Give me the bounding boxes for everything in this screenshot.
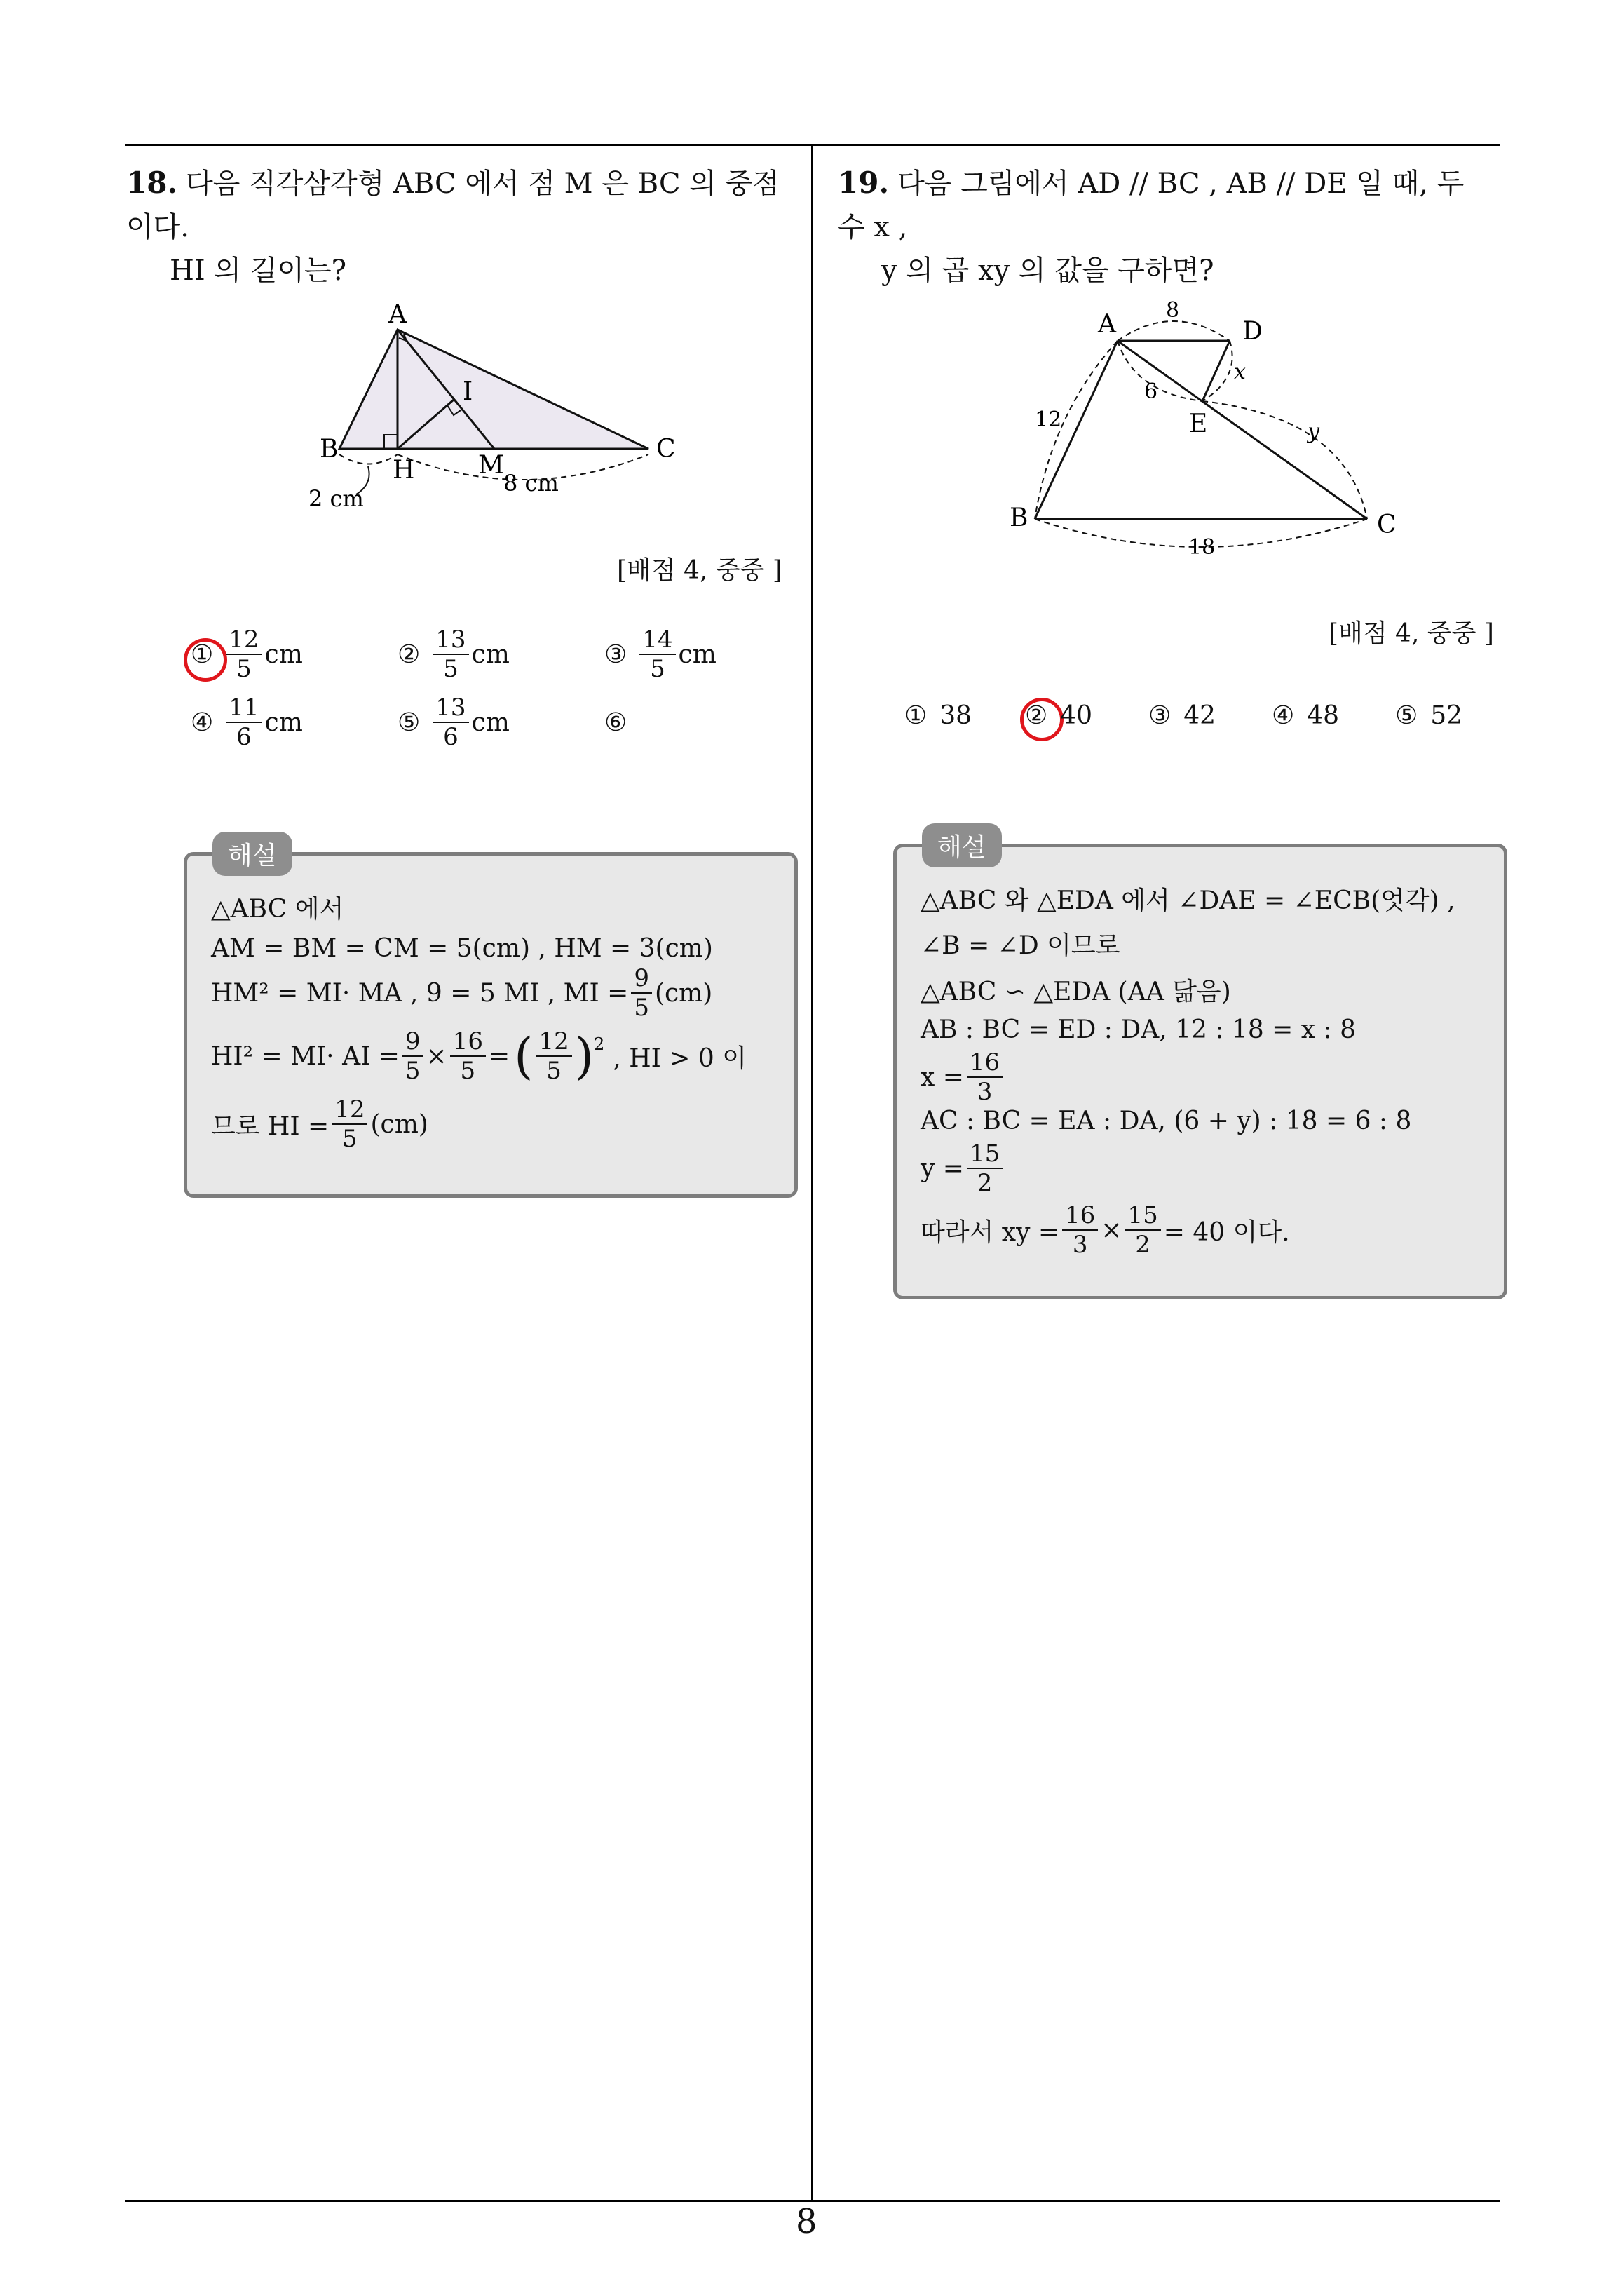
label-d: D xyxy=(1242,317,1263,346)
q19-prompt-line1 xyxy=(838,161,1497,249)
brace-ad xyxy=(1118,321,1230,341)
label-ad-length: 8 xyxy=(1166,298,1180,323)
q18-sol-line5: 므로 HI = $\frac{12}{5}$ (cm) xyxy=(211,1095,428,1153)
label-bc-length: 18 xyxy=(1188,535,1216,560)
q19-choice-5[interactable]: ⑤ 52 xyxy=(1395,701,1463,730)
q18-sol-line2: AM = BM = CM = 5(cm) , HM = 3(cm) xyxy=(211,934,713,963)
q18-choice-6[interactable]: ⑥ xyxy=(604,708,627,737)
label-hc-length: 8 cm xyxy=(503,470,559,497)
q19-sol-line8: 따라서 xy = $\frac{16}{3}$ × $\frac{15}{2}$ = 40 이다. xyxy=(921,1201,1290,1259)
q18-prompt-line2: HI 의 길이는? xyxy=(170,255,347,287)
label-m: M xyxy=(478,451,504,480)
q19-sol-line2: ∠B = ∠D 이므로 xyxy=(921,931,1120,960)
brace-bh xyxy=(339,454,398,464)
q18-solution-box xyxy=(184,842,798,1198)
q19-sol-line3: △ABC ∽ △EDA (AA 닮음) xyxy=(921,978,1231,1006)
label-c: C xyxy=(656,435,676,464)
q19-sol-line5: x = $\frac{16}{3}$ xyxy=(921,1051,1005,1104)
label-a: A xyxy=(1098,310,1116,339)
q18-choice-5[interactable]: ⑤ $\frac{13}{6}$ cm xyxy=(398,694,510,751)
q19-sol-line1: △ABC 와 △EDA 에서 ∠DAE = ∠ECB(엇각) , xyxy=(921,886,1455,915)
q19-score: [배점 4, 중중 ] xyxy=(1329,619,1494,648)
q19-choice-4[interactable]: ④ 48 xyxy=(1272,701,1340,730)
question-19 xyxy=(838,161,1497,292)
column-divider xyxy=(811,144,813,2202)
q19-sol-line7: y = $\frac{15}{2}$ xyxy=(921,1142,1005,1195)
q18-sol-line4: HI² = MI· AI = $\frac{9}{5}$ × $\frac{16}{5}$ = ( $\frac{12}{5}$ ) $^2$ , HI > 0 이 xyxy=(211,1027,747,1085)
q18-solution-tag: 해설 xyxy=(212,832,292,876)
label-bh-length: 2 cm xyxy=(308,485,364,512)
q18-sol-line1: △ABC 에서 xyxy=(211,895,344,924)
q19-choice-2[interactable]: ② 40 xyxy=(1025,701,1093,730)
q18-number: 18. xyxy=(126,166,178,200)
triangle-abc xyxy=(339,330,648,449)
q18-choice-3[interactable]: ③ $\frac{14}{5}$ cm xyxy=(604,626,717,683)
q18-choice-4[interactable]: ④ $\frac{11}{6}$ cm xyxy=(191,694,303,751)
q18-sol-line3: HM² = MI· MA , 9 = 5 MI , MI = $\frac{9}{5}$ (cm) xyxy=(211,964,713,1022)
q19-solution-tag: 해설 xyxy=(922,823,1002,867)
q19-sol-line4: AB : BC = ED : DA, 12 : 18 = x : 8 xyxy=(921,1015,1356,1044)
q19-sol-line6: AC : BC = EA : DA, (6 + y) : 18 = 6 : 8 xyxy=(921,1107,1412,1135)
label-e: E xyxy=(1189,410,1208,438)
label-c: C xyxy=(1377,511,1397,539)
q19-number: 19. xyxy=(838,166,890,200)
page-number: 8 xyxy=(796,2202,817,2241)
q18-triangle-figure xyxy=(294,295,687,526)
question-18 xyxy=(126,161,785,292)
label-x: x xyxy=(1234,360,1246,384)
q19-solution-box xyxy=(893,833,1507,1299)
label-h: H xyxy=(393,456,415,485)
label-ab-length: 12 xyxy=(1035,407,1062,432)
q18-choice-1[interactable]: ① $\frac{12}{5}$ cm xyxy=(191,626,303,683)
q18-choice-2[interactable]: ② $\frac{13}{5}$ cm xyxy=(398,626,510,683)
q19-trapezoid-figure xyxy=(996,295,1430,575)
segment-de xyxy=(1202,341,1230,401)
q18-text1: 다음 직각삼각형 ABC 에서 점 M 은 BC 의 중점이다. xyxy=(126,168,780,243)
q19-prompt-line2: y 의 곱 xy 의 값을 구하면? xyxy=(881,255,1214,287)
label-y: y xyxy=(1308,419,1319,444)
q19-text1: 다음 그림에서 AD // BC , AB // DE 일 때, 두 수 x , xyxy=(838,168,1465,243)
label-i: I xyxy=(463,377,473,406)
label-b: B xyxy=(1010,504,1028,532)
label-ae-length: 6 xyxy=(1144,379,1158,404)
label-b: B xyxy=(320,435,339,464)
q19-choice-1[interactable]: ① 38 xyxy=(904,701,972,730)
label-a: A xyxy=(388,300,407,329)
q19-choice-3[interactable]: ③ 42 xyxy=(1148,701,1216,730)
q18-score: [배점 4, 중중 ] xyxy=(617,556,782,585)
q18-prompt-line1 xyxy=(126,161,785,249)
